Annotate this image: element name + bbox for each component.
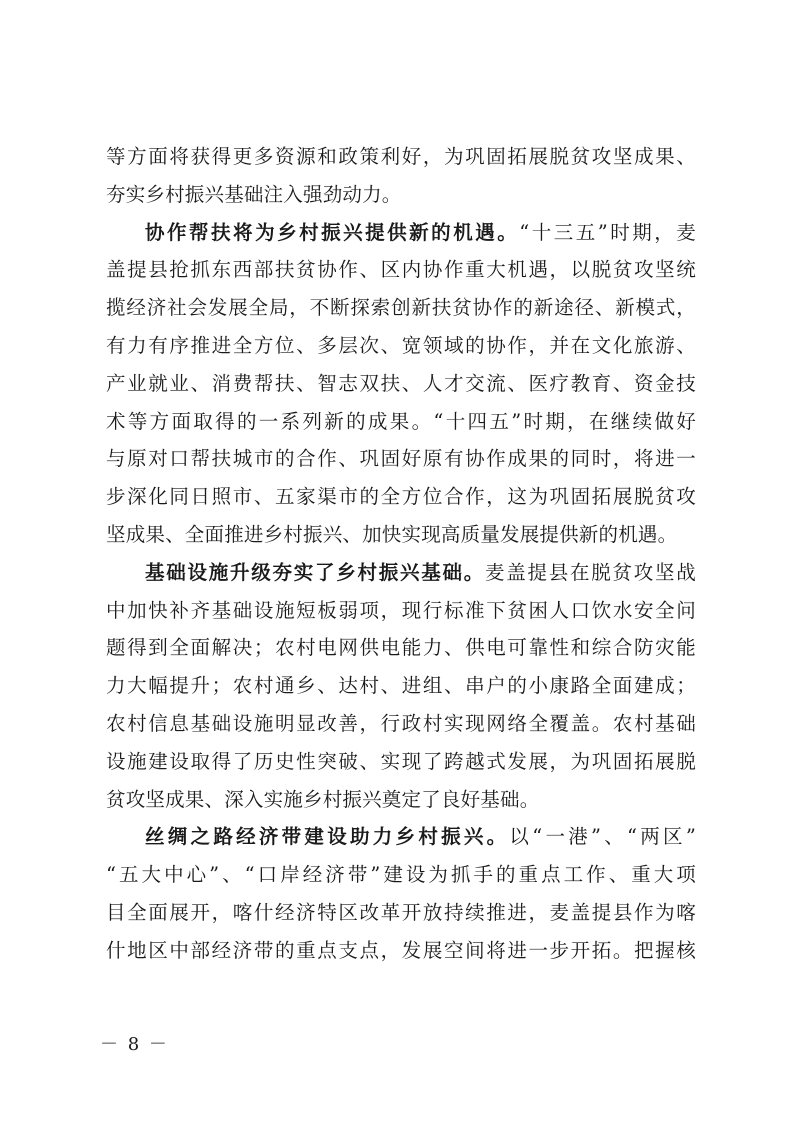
text-line: 设施建设取得了历史性突破、实现了跨越式发展，为巩固拓展脱: [106, 749, 696, 773]
text-line: 揽经济社会发展全局，不断探索创新扶贫协作的新途径、新模式，: [106, 296, 696, 320]
text-line: 术等方面取得的一系列新的成果。“十四五”时期，在继续做好: [106, 409, 696, 433]
text-run: 以“一港”、“两区”: [509, 825, 696, 849]
text-line: “五大中心”、“口岸经济带”建设为抓手的重点工作、重大项: [106, 863, 696, 887]
text-line: 力大幅提升；农村通乡、达村、进组、串户的小康路全面建成；: [106, 674, 696, 698]
paragraph-first-line: [106, 554, 696, 592]
text-line: 农村信息基础设施明显改善，行政村实现网络全覆盖。农村基础: [106, 711, 696, 735]
body-text: [106, 138, 696, 970]
text-line: 与原对口帮扶城市的合作、巩固好原有协作成果的同时，将进一: [106, 447, 696, 471]
paragraph-heading: 丝绸之路经济带建设助力乡村振兴。: [145, 825, 510, 849]
paragraph-heading: 协作帮扶将为乡村振兴提供新的机遇。: [145, 220, 520, 244]
text-line: 步深化同日照市、五家渠市的全方位合作，这为巩固拓展脱贫攻: [106, 485, 696, 509]
paragraph-first-line: [106, 214, 696, 252]
text-line: 中加快补齐基础设施短板弱项，现行标准下贫困人口饮水安全问: [106, 598, 696, 622]
text-line: 等方面将获得更多资源和政策利好，为巩固拓展脱贫攻坚成果、: [106, 145, 696, 168]
text-line: 什地区中部经济带的重点支点，发展空间将进一步开拓。把握核: [106, 938, 696, 962]
page-number: － 8 －: [100, 1034, 169, 1055]
text-run: 麦盖提县在脱贫攻坚战: [485, 560, 696, 584]
text-line: 贫攻坚成果、深入实施乡村振兴奠定了良好基础。: [106, 787, 540, 811]
text-line: 目全面展开，喀什经济特区改革开放持续推进，麦盖提县作为喀: [106, 900, 696, 924]
text-line: 夯实乡村振兴基础注入强劲动力。: [106, 182, 402, 206]
text-line: 盖提县抢抓东西部扶贫协作、区内协作重大机遇，以脱贫攻坚统: [106, 258, 696, 282]
paragraph-first-line: [106, 818, 696, 856]
paragraph-heading: 基础设施升级夯实了乡村振兴基础。: [145, 560, 486, 584]
text-run: “十三五”时期，麦: [519, 220, 696, 244]
text-line: 题得到全面解决；农村电网供电能力、供电可靠性和综合防灾能: [106, 636, 696, 660]
text-line: 有力有序推进全方位、多层次、宽领域的协作，并在文化旅游、: [106, 333, 696, 357]
text-line: 产业就业、消费帮扶、智志双扶、人才交流、医疗教育、资金技: [106, 371, 696, 395]
text-line: 坚成果、全面推进乡村振兴、加快实现高质量发展提供新的机遇。: [106, 522, 678, 546]
